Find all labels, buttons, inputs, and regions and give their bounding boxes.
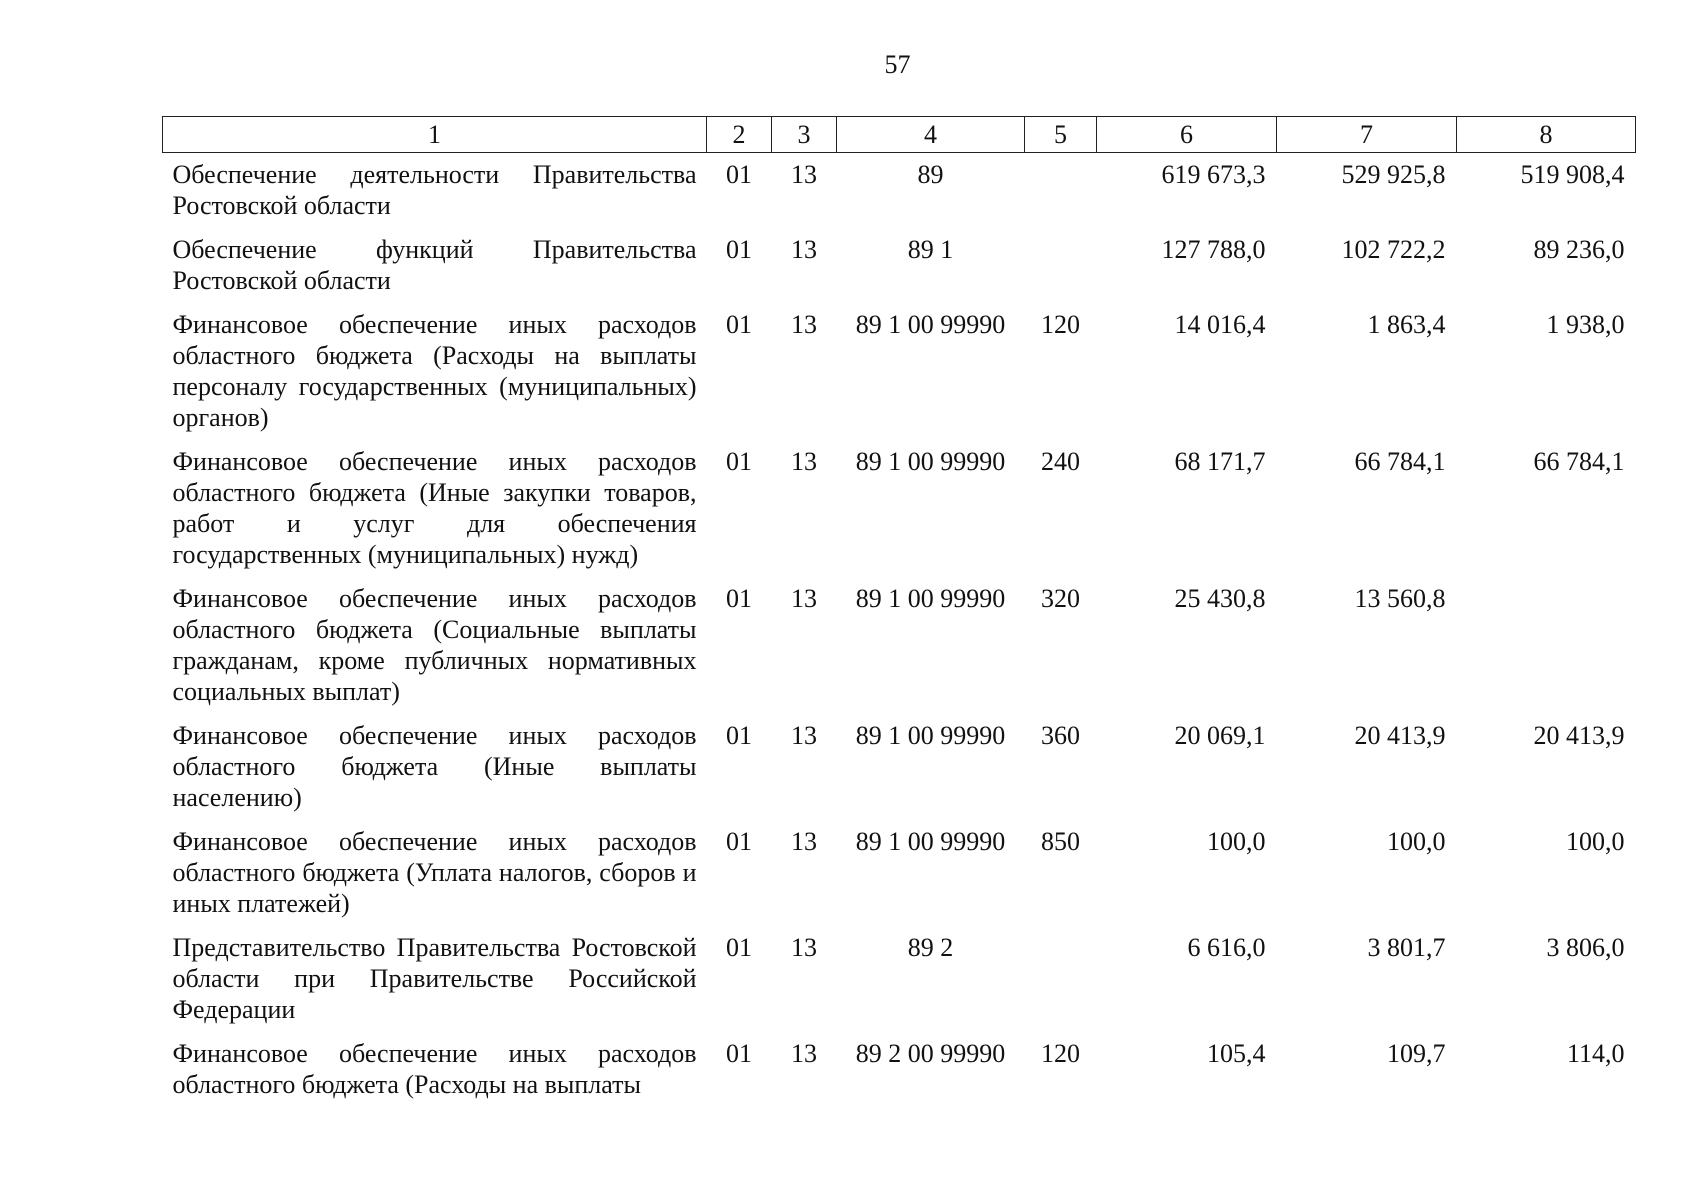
budget-table xyxy=(162,116,1636,1107)
expense-type-code: 240 xyxy=(1041,447,1080,476)
target-article-code: 89 1 00 99990 xyxy=(855,310,1006,339)
table-body xyxy=(163,153,1636,1108)
column-header-2: 2 xyxy=(707,117,772,153)
amount-col-8: 20 413,9 xyxy=(1533,721,1625,750)
column-header-4: 4 xyxy=(837,117,1025,153)
expense-type-code: 120 xyxy=(1041,310,1080,339)
subsection-code: 13 xyxy=(791,447,817,476)
subsection-code: 13 xyxy=(791,1039,817,1068)
expense-name: Финансовое обеспечение иных расходов областного бюджета (Социальные выплаты гражданам, кроме публичных нормативных социальных выплат) xyxy=(172,584,697,706)
expense-type-code xyxy=(1025,153,1097,229)
subsection-code: 13 xyxy=(791,235,817,264)
amount-col-7: 20 413,9 xyxy=(1354,721,1446,750)
expense-type-code: 850 xyxy=(1041,827,1080,856)
target-article-code: 89 1 xyxy=(907,235,954,264)
header-row xyxy=(163,117,1636,153)
column-header-7: 7 xyxy=(1277,117,1457,153)
target-article-code: 89 2 xyxy=(907,933,954,962)
section-code: 01 xyxy=(726,447,752,476)
amount-col-6: 6 616,0 xyxy=(1187,933,1266,962)
amount-col-7: 13 560,8 xyxy=(1354,584,1446,613)
expense-name: Представительство Правительства Ростовской области при Правительстве Российской Федерации xyxy=(172,933,697,1024)
target-article-code: 89 1 00 99990 xyxy=(855,721,1006,750)
column-header-3: 3 xyxy=(772,117,837,153)
amount-col-6: 14 016,4 xyxy=(1174,310,1266,339)
target-article-code: 89 1 00 99990 xyxy=(855,584,1006,613)
amount-col-8: 519 908,4 xyxy=(1520,160,1625,189)
amount-col-8: 114,0 xyxy=(1566,1039,1625,1068)
subsection-code: 13 xyxy=(791,584,817,613)
section-code: 01 xyxy=(726,933,752,962)
target-article-code: 89 2 00 99990 xyxy=(855,1039,1006,1068)
section-code: 01 xyxy=(726,160,752,189)
table-row xyxy=(163,1032,1636,1107)
expense-name: Финансовое обеспечение иных расходов областного бюджета (Иные выплаты населению) xyxy=(172,721,697,812)
table-row xyxy=(163,577,1636,714)
section-code: 01 xyxy=(726,1039,752,1068)
column-header-8: 8 xyxy=(1457,117,1636,153)
amount-col-8: 66 784,1 xyxy=(1533,447,1625,476)
amount-col-7: 66 784,1 xyxy=(1354,447,1446,476)
amount-col-7: 102 722,2 xyxy=(1341,235,1446,264)
amount-col-8: 100,0 xyxy=(1566,827,1625,856)
section-code: 01 xyxy=(726,310,752,339)
table-row xyxy=(163,228,1636,303)
column-header-5: 5 xyxy=(1025,117,1097,153)
expense-type-code: 320 xyxy=(1041,584,1080,613)
expense-type-code xyxy=(1025,926,1097,1032)
table-row xyxy=(163,926,1636,1032)
target-article-code: 89 1 00 99990 xyxy=(855,447,1006,476)
amount-col-8 xyxy=(1457,577,1636,714)
amount-col-8: 1 938,0 xyxy=(1546,310,1625,339)
column-header-6: 6 xyxy=(1097,117,1277,153)
table-row xyxy=(163,820,1636,926)
subsection-code: 13 xyxy=(791,721,817,750)
section-code: 01 xyxy=(726,827,752,856)
amount-col-6: 619 673,3 xyxy=(1161,160,1266,189)
table-row xyxy=(163,714,1636,820)
amount-col-7: 3 801,7 xyxy=(1367,933,1446,962)
table-row xyxy=(163,440,1636,577)
column-header-1: 1 xyxy=(163,117,707,153)
expense-type-code: 360 xyxy=(1041,721,1080,750)
expense-type-code: 120 xyxy=(1041,1039,1080,1068)
table-row xyxy=(163,153,1636,229)
expense-name: Обеспечение функций Правительства Ростовской области xyxy=(172,235,697,295)
target-article-code: 89 xyxy=(917,160,944,189)
amount-col-6: 68 171,7 xyxy=(1174,447,1266,476)
section-code: 01 xyxy=(726,584,752,613)
amount-col-6: 127 788,0 xyxy=(1161,235,1266,264)
amount-col-6: 20 069,1 xyxy=(1174,721,1266,750)
expense-name: Обеспечение деятельности Правительства Ростовской области xyxy=(172,160,697,220)
amount-col-7: 109,7 xyxy=(1387,1039,1446,1068)
table-row xyxy=(163,303,1636,440)
amount-col-7: 100,0 xyxy=(1387,827,1446,856)
subsection-code: 13 xyxy=(791,827,817,856)
amount-col-6: 105,4 xyxy=(1207,1039,1266,1068)
expense-name: Финансовое обеспечение иных расходов областного бюджета (Иные закупки товаров, работ и услуг для обеспечения государственных (муниципальных) нужд) xyxy=(172,447,697,569)
subsection-code: 13 xyxy=(791,160,817,189)
section-code: 01 xyxy=(726,235,752,264)
expense-name: Финансовое обеспечение иных расходов областного бюджета (Расходы на выплаты персоналу государственных (муниципальных) органов) xyxy=(172,310,697,432)
table-header xyxy=(163,117,1636,153)
amount-col-6: 100,0 xyxy=(1207,827,1266,856)
target-article-code: 89 1 00 99990 xyxy=(855,827,1006,856)
expense-name: Финансовое обеспечение иных расходов областного бюджета (Уплата налогов, сборов и иных платежей) xyxy=(172,827,697,918)
expense-type-code xyxy=(1025,228,1097,303)
amount-col-8: 3 806,0 xyxy=(1546,933,1625,962)
amount-col-8: 89 236,0 xyxy=(1533,235,1625,264)
expense-name: Финансовое обеспечение иных расходов областного бюджета (Расходы на выплаты xyxy=(172,1039,697,1099)
amount-col-6: 25 430,8 xyxy=(1174,584,1266,613)
amount-col-7: 529 925,8 xyxy=(1341,160,1446,189)
section-code: 01 xyxy=(726,721,752,750)
amount-col-7: 1 863,4 xyxy=(1367,310,1446,339)
subsection-code: 13 xyxy=(791,933,817,962)
subsection-code: 13 xyxy=(791,310,817,339)
page-number: 57 xyxy=(884,50,911,79)
